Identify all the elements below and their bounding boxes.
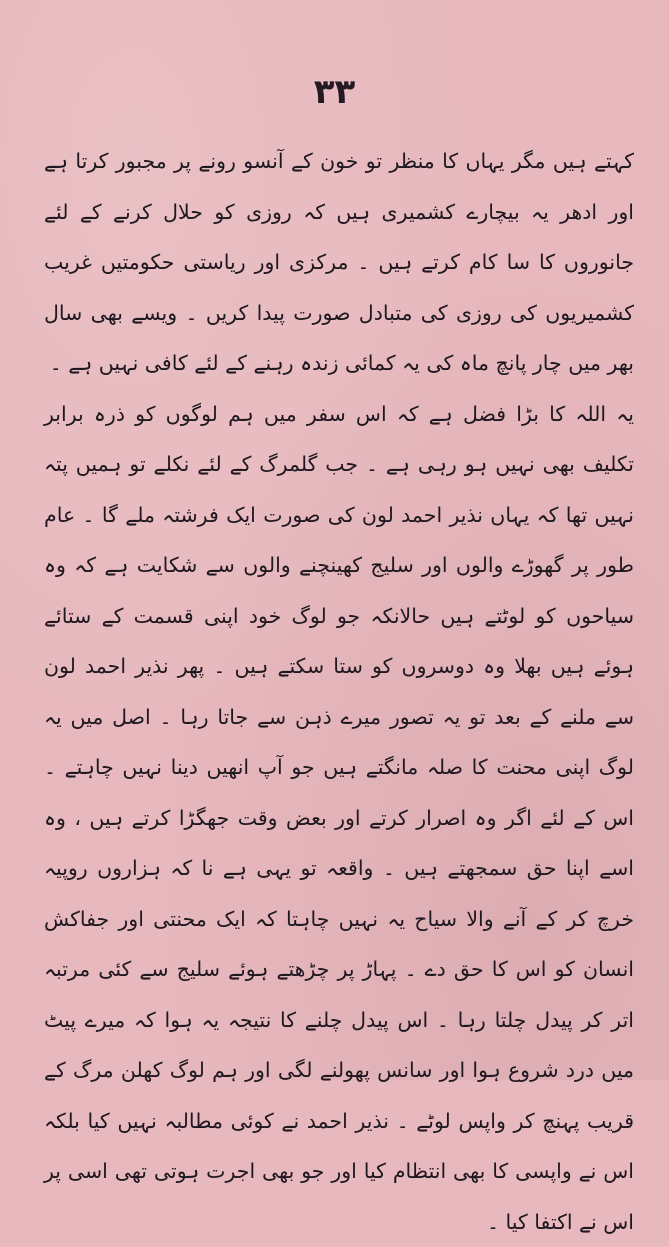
paragraph-2: یہ اللہ کا بڑا فضل ہے کہ اس سفر میں ہم لوگوں کو ذرہ برابر تکلیف بھی نہیں ہو رہی ہے ۔ جب گلمرگ کے لئے نکلے تو ہمیں پتہ نہیں تھا کہ یہاں نذیر احمد لون کی صورت ایک فرشتہ ملے گا ۔ عام طور پر گھوڑے والوں اور سلیج کھینچنے والوں سے شکایت ہے کہ وہ سیاحوں کو لوٹتے ہیں حالانکہ جو لوگ خود اپنی قسمت کے ستائے ہوئے ہیں بھلا وہ دوسروں کو ستا سکتے ہیں ۔ پھر نذیر احمد لون سے ملنے کے بعد تو یہ تصور میرے ذہن سے جاتا رہا ۔ اصل میں یہ لوگ اپنی محنت کا صلہ مانگتے ہیں جو آپ انھیں دینا نہیں چاہتے ۔ اس کے لئے اگر وہ اصرار کرتے اور بعض وقت جھگڑا کرتے ہیں ، وہ اسے اپنا حق سمجھتے ہیں ۔ واقعہ تو یہی ہے نا کہ ہزاروں روپیہ خرچ کر کے آنے والا سیاح یہ نہیں چاہتا کہ ایک محنتی اور جفاکش انسان کو اس کا حق دے ۔ پہاڑ پر چڑھتے ہوئے سلیج سے کئی مرتبہ اتر کر پیدل چلتا رہا ۔ اس پیدل چلنے کا نتیجہ یہ ہوا کہ میرے پیٹ میں درد شروع ہوا اور سانس پھولنے لگی اور ہم لوگ کھلن مرگ کے قریب پہنچ کر واپس لوٹے ۔ نذیر احمد نے کوئی مطالبہ نہیں کیا بلکہ اس نے واپسی کا بھی انتظام کیا اور جو بھی اجرت ہوتی تھی اسی پر اس نے اکتفا کیا ۔ — [44, 389, 634, 1247]
page-body — [44, 136, 634, 1247]
page-number: ۳۳ — [0, 72, 669, 112]
paragraph-1: کہتے ہیں مگر یہاں کا منظر تو خون کے آنسو رونے پر مجبور کرتا ہے اور ادھر یہ بیچارے کشمیری ہیں کہ روزی کو حلال کرنے کے لئے جانوروں کا سا کام کرتے ہیں ۔ مرکزی اور ریاستی حکومتیں غریب کشمیریوں کی روزی کی متبادل صورت پیدا کریں ۔ ویسے بھی سال بھر میں چار پانچ ماہ کی یہ کمائی زندہ رہنے کے لئے کافی نہیں ہے ۔ — [44, 136, 634, 389]
